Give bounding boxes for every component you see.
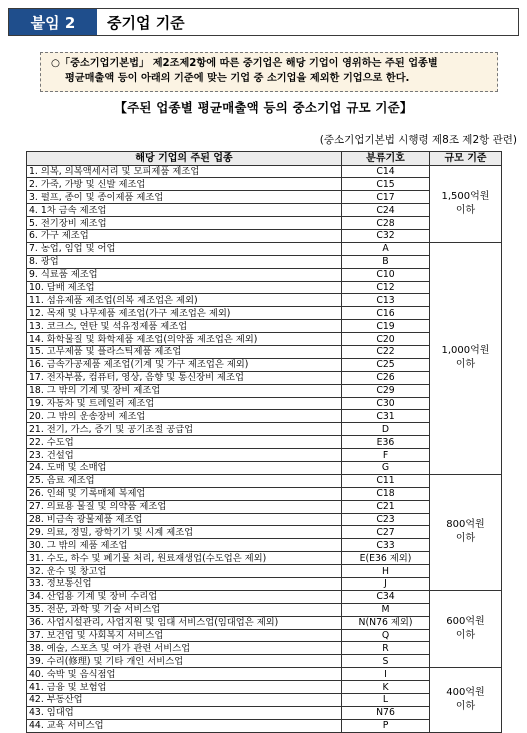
table-body (27, 165, 502, 732)
industry-cell: 18. 그 밖의 기계 및 장비 제조업 (27, 384, 342, 397)
industry-cell: 15. 고무제품 및 플라스틱제품 제조업 (27, 345, 342, 358)
code-cell: C12 (342, 281, 430, 294)
industry-cell: 6. 가구 제조업 (27, 229, 342, 242)
size-amount: 1,500억원 (441, 190, 490, 202)
code-cell: N(N76 제외) (342, 616, 430, 629)
industry-cell: 35. 전문, 과학 및 기술 서비스업 (27, 603, 342, 616)
code-cell: E36 (342, 436, 430, 449)
table-subtitle: 【주된 업종별 평균매출액 등의 중소기업 규모 기준】 (114, 100, 413, 115)
industry-cell: 22. 수도업 (27, 436, 342, 449)
industry-cell: 34. 산업용 기계 및 장비 수리업 (27, 590, 342, 603)
code-cell: C15 (342, 178, 430, 191)
industry-cell: 8. 광업 (27, 255, 342, 268)
code-cell: Q (342, 629, 430, 642)
industry-cell: 16. 금속가공제품 제조업(기계 및 가구 제조업은 제외) (27, 358, 342, 371)
industry-cell: 27. 의료용 물질 및 의약품 제조업 (27, 500, 342, 513)
table-row (27, 668, 502, 681)
industry-cell: 43. 임대업 (27, 706, 342, 719)
code-cell: C16 (342, 307, 430, 320)
industry-cell: 9. 식료품 제조업 (27, 268, 342, 281)
code-cell: C17 (342, 191, 430, 204)
code-cell: B (342, 255, 430, 268)
header-industry: 해당 기업의 주된 업종 (27, 152, 342, 166)
industry-cell: 39. 수리(修理) 및 기타 개인 서비스업 (27, 655, 342, 668)
industry-cell: 2. 가죽, 가방 및 신발 제조업 (27, 178, 342, 191)
code-cell: S (342, 655, 430, 668)
code-cell: H (342, 565, 430, 578)
legal-source: (중소기업기본법 시행령 제8조 제2항 관련) (319, 134, 517, 146)
industry-cell: 25. 음료 제조업 (27, 474, 342, 487)
industry-cell: 26. 인쇄 및 기록매체 복제업 (27, 487, 342, 500)
size-criterion-cell (430, 474, 502, 590)
size-criterion-cell (430, 668, 502, 732)
industry-cell: 40. 숙박 및 음식점업 (27, 668, 342, 681)
industry-cell: 3. 펄프, 종이 및 종이제품 제조업 (27, 191, 342, 204)
code-cell: M (342, 603, 430, 616)
notice-line-2: 평균매출액 등이 아래의 기준에 맞는 기업 중 소기업을 제외한 기업으로 한다. (65, 73, 410, 84)
code-cell: C28 (342, 217, 430, 230)
size-unit: 이하 (455, 533, 476, 545)
code-cell: C21 (342, 500, 430, 513)
code-cell: C20 (342, 333, 430, 346)
code-cell: N76 (342, 706, 430, 719)
industry-cell: 23. 건설업 (27, 449, 342, 462)
code-cell: C18 (342, 487, 430, 500)
code-cell: D (342, 423, 430, 436)
code-cell: J (342, 578, 430, 591)
code-cell: C27 (342, 526, 430, 539)
code-cell: C11 (342, 474, 430, 487)
industry-cell: 10. 담배 제조업 (27, 281, 342, 294)
industry-cell: 37. 보건업 및 사회복지 서비스업 (27, 629, 342, 642)
industry-cell: 7. 농업, 임업 및 어업 (27, 242, 342, 255)
size-unit: 이하 (455, 359, 476, 371)
table-header-row (27, 152, 502, 166)
size-amount: 1,000억원 (441, 345, 490, 357)
code-cell: E(E36 제외) (342, 552, 430, 565)
code-cell: K (342, 681, 430, 694)
industry-cell: 19. 자동차 및 트레일러 제조업 (27, 397, 342, 410)
size-criterion-cell (430, 165, 502, 242)
industry-cell: 13. 코크스, 연탄 및 석유정제품 제조업 (27, 320, 342, 333)
code-cell: C23 (342, 513, 430, 526)
industry-cell: 31. 수도, 하수 및 폐기물 처리, 원료재생업(수도업은 제외) (27, 552, 342, 565)
code-cell: L (342, 694, 430, 707)
industry-cell: 30. 그 밖의 제품 제조업 (27, 539, 342, 552)
industry-cell: 29. 의료, 정밀, 광학기기 및 시계 제조업 (27, 526, 342, 539)
industry-cell: 11. 섬유제품 제조업(의복 제조업은 제외) (27, 294, 342, 307)
code-cell: C19 (342, 320, 430, 333)
code-cell: C34 (342, 590, 430, 603)
industry-cell: 36. 사업시설관리, 사업지원 및 임대 서비스업(임대업은 제외) (27, 616, 342, 629)
code-cell: C14 (342, 165, 430, 178)
industry-cell: 28. 비금속 광물제품 제조업 (27, 513, 342, 526)
code-cell: C33 (342, 539, 430, 552)
industry-cell: 20. 그 밖의 운송장비 제조업 (27, 410, 342, 423)
code-cell: C30 (342, 397, 430, 410)
industry-cell: 41. 금융 및 보험업 (27, 681, 342, 694)
code-cell: C10 (342, 268, 430, 281)
size-unit: 이하 (455, 630, 476, 642)
industry-cell: 38. 예술, 스포츠 및 여가 관련 서비스업 (27, 642, 342, 655)
header-size: 규모 기준 (430, 152, 502, 166)
industry-cell: 32. 운수 및 창고업 (27, 565, 342, 578)
industry-cell: 21. 전기, 가스, 증기 및 공기조절 공급업 (27, 423, 342, 436)
industry-cell: 44. 교육 서비스업 (27, 719, 342, 732)
code-cell: G (342, 461, 430, 474)
notice-line-1: ○「중소기업기본법」 제2조제2항에 따른 중기업은 해당 기업이 영위하는 주된 업종별 (51, 58, 438, 69)
industry-cell: 42. 부동산업 (27, 694, 342, 707)
table-row (27, 165, 502, 178)
code-cell: F (342, 449, 430, 462)
code-cell: C29 (342, 384, 430, 397)
code-cell: C24 (342, 204, 430, 217)
industry-cell: 17. 전자부품, 컴퓨터, 영상, 음향 및 통신장비 제조업 (27, 371, 342, 384)
size-unit: 이하 (455, 204, 476, 216)
code-cell: I (342, 668, 430, 681)
header-code: 분류기호 (342, 152, 430, 166)
notice-box (40, 52, 498, 92)
table-row (27, 242, 502, 255)
table-row (27, 474, 502, 487)
industry-cell: 12. 목재 및 나무제품 제조업(가구 제조업은 제외) (27, 307, 342, 320)
attachment-badge: 붙임 2 (9, 9, 97, 35)
code-cell: A (342, 242, 430, 255)
industry-cell: 33. 정보통신업 (27, 578, 342, 591)
size-criterion-cell (430, 242, 502, 474)
industry-cell: 5. 전기장비 제조업 (27, 217, 342, 230)
size-criterion-cell (430, 590, 502, 667)
size-amount: 400억원 (446, 686, 485, 698)
code-cell: C32 (342, 229, 430, 242)
code-cell: R (342, 642, 430, 655)
code-cell: C31 (342, 410, 430, 423)
size-criteria-table (26, 151, 502, 733)
industry-cell: 4. 1차 금속 제조업 (27, 204, 342, 217)
section-title: 중기업 기준 (107, 13, 185, 32)
code-cell: C13 (342, 294, 430, 307)
code-cell: C26 (342, 371, 430, 384)
industry-cell: 1. 의복, 의복액세서리 및 모피제품 제조업 (27, 165, 342, 178)
industry-cell: 14. 화학물질 및 화학제품 제조업(의약품 제조업은 제외) (27, 333, 342, 346)
code-cell: C25 (342, 358, 430, 371)
section-header (8, 8, 519, 36)
size-unit: 이하 (455, 700, 476, 712)
code-cell: P (342, 719, 430, 732)
size-amount: 800억원 (446, 519, 485, 531)
size-amount: 600억원 (446, 616, 485, 628)
code-cell: C22 (342, 345, 430, 358)
table-row (27, 590, 502, 603)
industry-cell: 24. 도매 및 소매업 (27, 461, 342, 474)
